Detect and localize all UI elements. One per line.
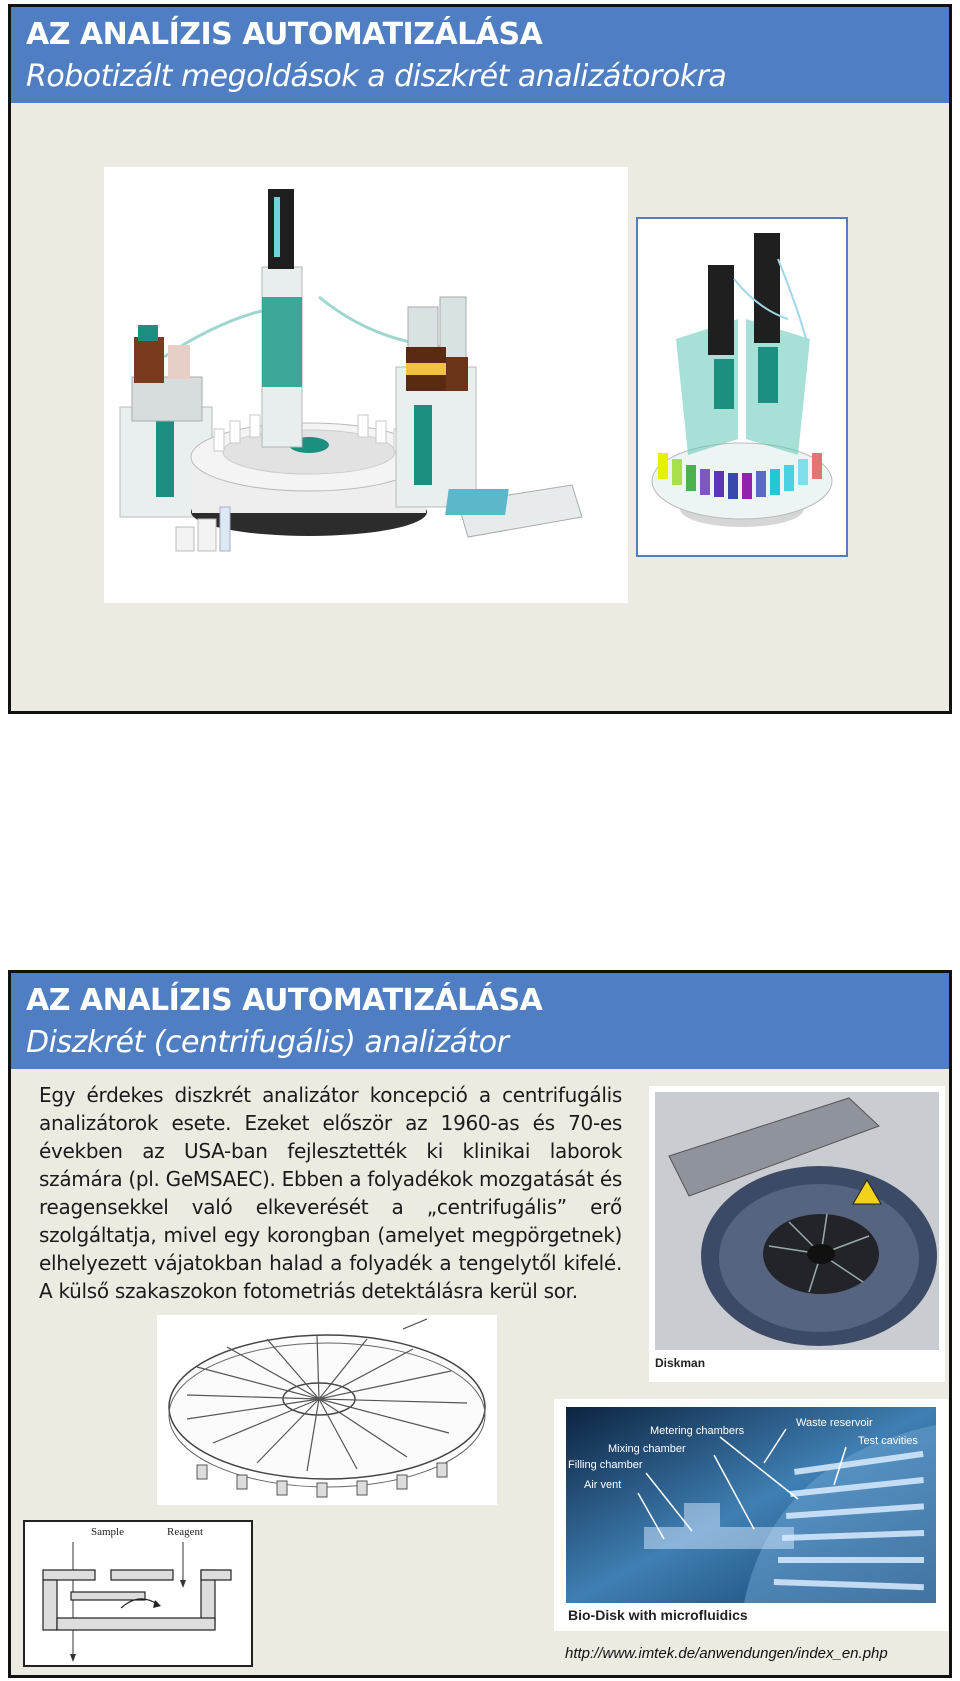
biodisk-label-airvent: Air vent	[584, 1479, 622, 1491]
robotic-sample-carousel-photo	[636, 217, 848, 557]
slide-header	[11, 7, 949, 103]
biodisk-caption: Bio-Disk with microfluidics	[568, 1607, 748, 1623]
description-paragraph: Egy érdekes diszkrét analizátor koncepció a centrifugális analizátorok esete. Ezeket először az 1960-as és 70-es években az USA-ban fejlesztették ki klinikai laborok számára (pl. GeMSAEC). Ebben a folyadékok mozgatását és reagensekkel való elkeverését a „centrifugális” erő szolgáltatja, mivel egy korongban (amelyet megpörgetnek) elhelyezett vájatokban halad a folyadék a tengelytől kifelé. A külső szakaszokon fotometriás detektálásra kerül sor.	[39, 1083, 622, 1303]
source-url: http://www.imtek.de/anwendungen/index_en.php	[565, 1645, 888, 1662]
sample-reagent-schematic	[23, 1520, 253, 1667]
slide-header	[11, 973, 949, 1069]
biodisk-label-metering: Metering chambers	[650, 1425, 745, 1437]
diskman-photo	[649, 1086, 945, 1382]
biodisk-label-waste: Waste reservoir	[796, 1417, 873, 1429]
reagent-label: Reagent	[167, 1526, 204, 1538]
titrator-sample-changer-photo	[104, 167, 628, 603]
biodisk-label-test: Test cavities	[858, 1435, 918, 1447]
slide-subtitle: Diszkrét (centrifugális) analizátor	[26, 1025, 509, 1060]
sample-label: Sample	[91, 1526, 124, 1538]
slide-title: AZ ANALÍZIS AUTOMATIZÁLÁSA	[26, 983, 543, 1018]
biodisk-label-mixing: Mixing chamber	[608, 1443, 686, 1455]
rotor-disk-drawing	[157, 1315, 497, 1505]
slide-centrifugal-analyzer	[8, 970, 952, 1678]
slide-title: AZ ANALÍZIS AUTOMATIZÁLÁSA	[26, 17, 543, 52]
biodisk-microfluidics-photo	[554, 1399, 948, 1631]
slide-subtitle: Robotizált megoldások a diszkrét analizátorokra	[26, 59, 727, 94]
slide-robotized-solutions	[8, 4, 952, 714]
diskman-caption: Diskman	[655, 1356, 706, 1370]
biodisk-label-filling: Filling chamber	[568, 1459, 643, 1471]
